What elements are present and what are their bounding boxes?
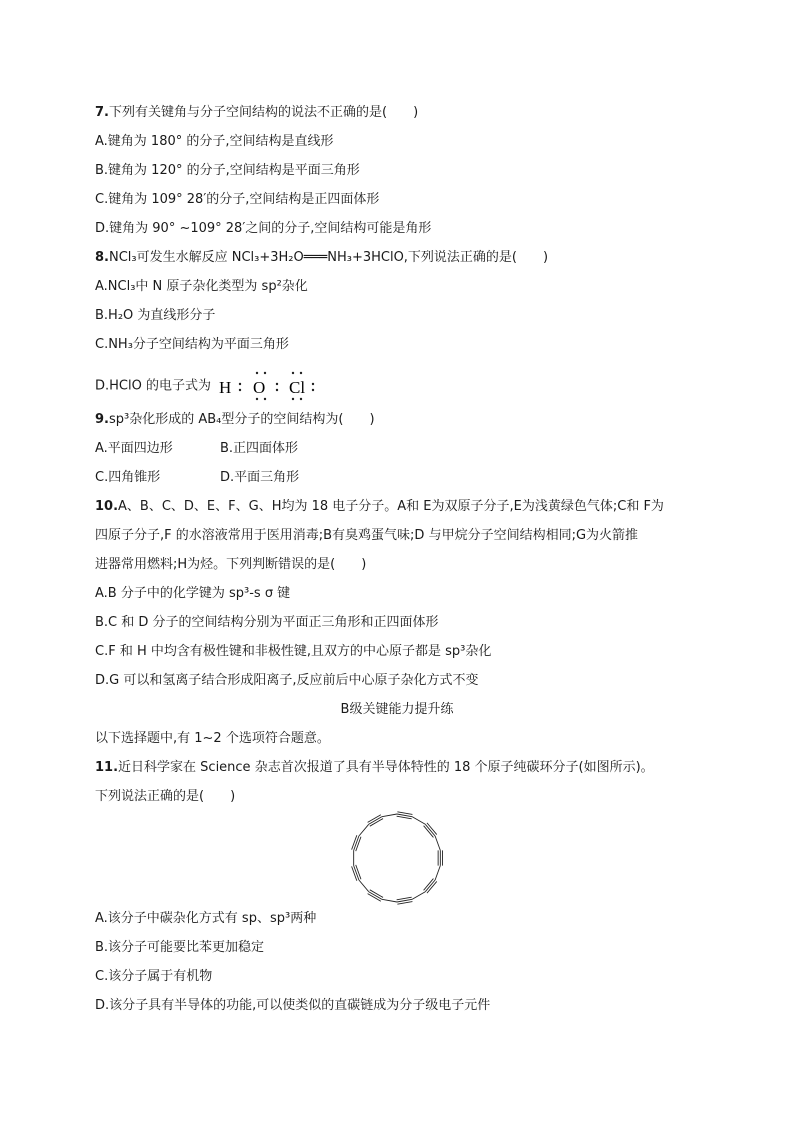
q8-option-c: C.NH₃分子空间结构为平面三角形 <box>95 337 289 352</box>
hclo-electron-formula <box>217 369 327 403</box>
single-bond-line <box>382 814 397 817</box>
q10-number: 10. <box>95 499 119 514</box>
q11-option-c: C.该分子属于有机物 <box>95 969 213 984</box>
q7-option-a: A.键角为 180° 的分子,空间结构是直线形 <box>95 134 334 149</box>
q11-paren-close: ) <box>230 789 236 804</box>
q9-option-a: A.平面四边形 <box>95 441 173 456</box>
q11-stem-line2 <box>95 788 235 806</box>
triple-bond-line <box>354 866 359 880</box>
q11-option-d: D.该分子具有半导体的功能,可以使类似的直碳链成为分子级电子元件 <box>95 998 491 1013</box>
carbon-ring-diagram <box>345 806 449 910</box>
q10-stem-text-3: 进器常用燃料;H为烃。下列判断错误的是( <box>95 557 336 572</box>
section-note: 以下选择题中,有 1~2 个选项符合题意。 <box>95 731 330 746</box>
q7-option-d: D.键角为 90° ~109° 28′之间的分子,空间结构可能是角形 <box>95 221 432 236</box>
triple-bond-line <box>354 836 359 850</box>
q9-stem-text: sp³杂化形成的 AB₄型分子的空间结构为( <box>108 412 344 427</box>
q10-stem-line1 <box>95 498 664 516</box>
q9-stem <box>95 411 375 429</box>
q11-number: 11. <box>95 760 119 775</box>
q8-paren-close: ) <box>543 250 549 265</box>
formula-h: H <box>219 378 232 397</box>
section-title: B级关键能力提升练 <box>340 702 454 717</box>
formula-cl: Cl <box>289 378 306 397</box>
q7-option-c: C.键角为 109° 28′的分子,空间结构是正四面体形 <box>95 192 380 207</box>
ring-bonds <box>352 812 443 904</box>
q10-option-a: A.B 分子中的化学键为 sp³-s σ 键 <box>95 586 291 601</box>
single-bond-line <box>359 824 369 836</box>
q8-option-d <box>95 369 327 403</box>
single-bond-line <box>412 817 425 825</box>
single-bond-line <box>382 899 397 902</box>
q11-option-a: A.该分子中碳杂化方式有 sp、sp³两种 <box>95 911 317 926</box>
q10-stem-text-1: A、B、C、D、E、F、G、H均为 18 电子分子。A和 E为双原子分子,E为浅黄绿色气体;C和 F为 <box>118 499 664 514</box>
q11-option-b: B.该分子可能要比苯更加稳定 <box>95 940 265 955</box>
q11-stem-text-2: 下列说法正确的是( <box>95 789 205 804</box>
q8-option-b: B.H₂O 为直线形分子 <box>95 308 216 323</box>
q7-stem <box>95 104 418 122</box>
single-bond-line <box>435 836 440 850</box>
single-bond-line <box>412 892 425 900</box>
q10-option-d: D.G 可以和氢离子结合形成阳离子,反应前后中心原子杂化方式不变 <box>95 673 479 688</box>
q9-option-c: C.四角锥形 <box>95 470 161 485</box>
q7-number: 7. <box>95 105 109 120</box>
q8-option-d-text: D.HClO 的电子式为 <box>95 378 211 394</box>
triple-bond-line <box>356 837 361 851</box>
q10-paren-close: ) <box>361 557 367 572</box>
q10-option-b: B.C 和 D 分子的空间结构分别为平面正三角形和正四面体形 <box>95 615 439 630</box>
q9-option-b: B.正四面体形 <box>220 441 299 456</box>
single-bond-line <box>435 866 440 880</box>
q10-stem-line2: 四原子分子,F 的水溶液常用于医用消毒;B有臭鸡蛋气味;D 与甲烷分子空间结构相同;G为火箭推 <box>95 528 639 543</box>
q11-stem-text-1: 近日科学家在 Science 杂志首次报道了具有半导体特性的 18 个原子纯碳环分子(如图所示)。 <box>118 760 654 775</box>
q11-stem-line1 <box>95 759 654 777</box>
q7-stem-text: 下列有关键角与分子空间结构的说法不正确的是( <box>108 105 388 120</box>
q7-paren-close: ) <box>413 105 419 120</box>
single-bond-line <box>359 880 369 892</box>
q8-stem <box>95 249 548 267</box>
triple-bond-line <box>352 866 357 880</box>
q8-number: 8. <box>95 250 109 265</box>
q7-option-b: B.键角为 120° 的分子,空间结构是平面三角形 <box>95 163 360 178</box>
triple-bond-line <box>356 865 361 879</box>
q9-option-d: D.平面三角形 <box>220 470 300 485</box>
q10-stem-line3 <box>95 556 366 574</box>
q8-stem-text: NCl₃可发生水解反应 NCl₃+3H₂O═══NH₃+3HClO,下列说法正确的是( <box>108 250 518 265</box>
formula-o: O <box>253 378 266 397</box>
q10-option-c: C.F 和 H 中均含有极性键和非极性键,且双方的中心原子都是 sp³杂化 <box>95 644 492 659</box>
triple-bond-line <box>352 835 357 849</box>
q9-number: 9. <box>95 412 109 427</box>
q8-option-a: A.NCl₃中 N 原子杂化类型为 sp²杂化 <box>95 279 308 294</box>
q9-paren-close: ) <box>369 412 375 427</box>
